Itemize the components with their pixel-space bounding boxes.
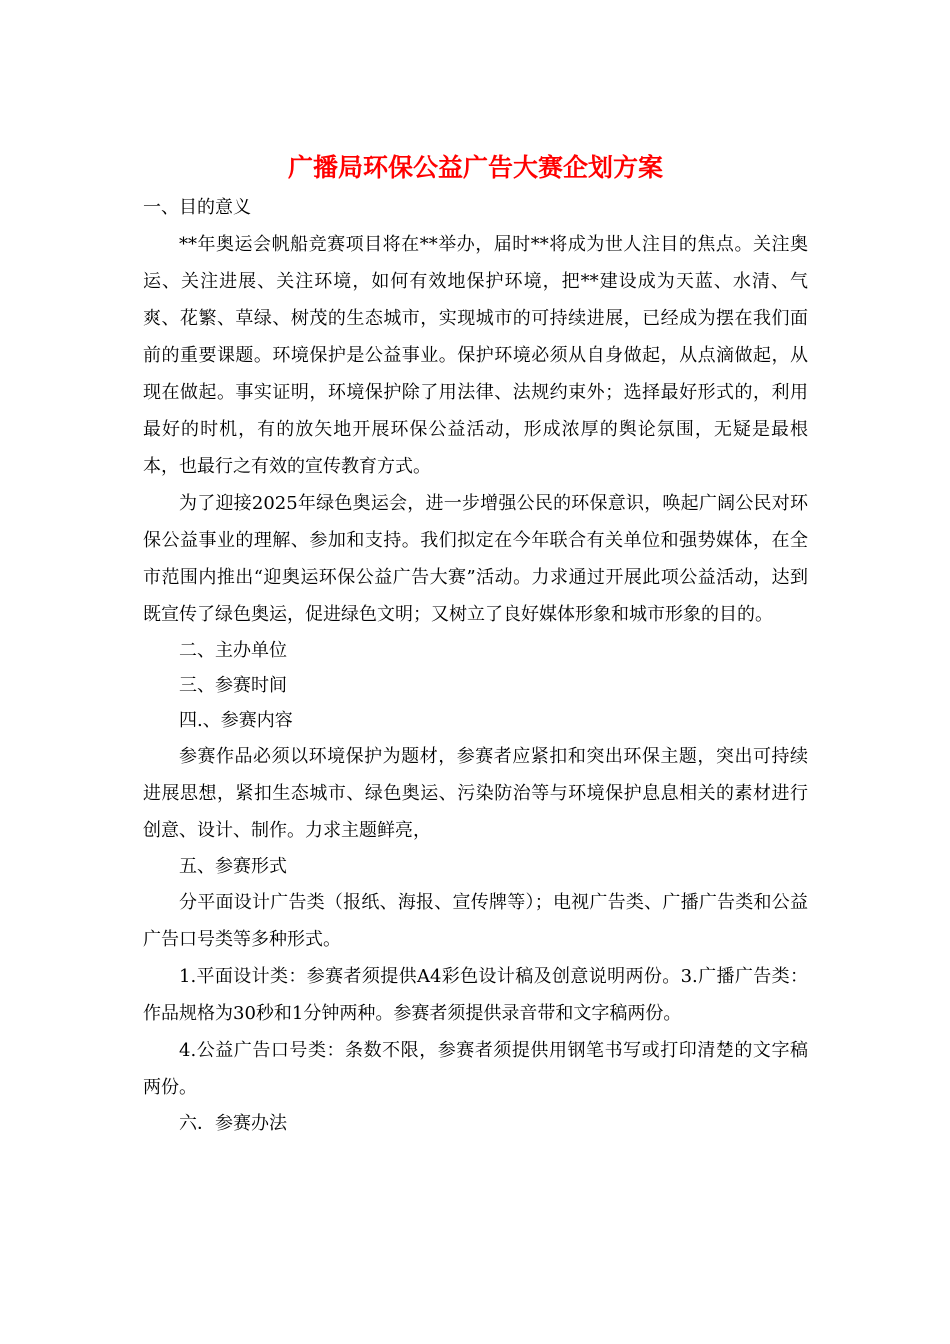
document-title: 广播局环保公益广告大赛企划方案 — [287, 153, 663, 182]
paragraph-slogan: 4.公益广告口号类：条数不限，参赛者须提供用钢笔书写或打印清楚的文字稿两份。 — [143, 1040, 808, 1098]
document-body — [143, 148, 808, 1141]
section-heading-format: 五、参赛形式 — [179, 856, 287, 877]
paragraph-purpose: **年奥运会帆船竞赛项目将在**举办，届时**将成为世人注目的焦点。关注奥运、关注进展、关注环境，如何有效地保护环境，把**建设成为天蓝、水清、气爽、花繁、草绿、树茂的生态城市，实现城市的可持续进展，已经成为摆在我们面前的重要课题。环境保护是公益事业。保护环境必须从自身做起，从点滴做起，从现在做起。事实证明，环境保护除了用法律、法规约束外；选择最好形式的，利用最好的时机，有的放矢地开展环保公益活动，形成浓厚的舆论氛围，无疑是最根本，也最行之有效的宣传教育方式。 — [143, 234, 808, 477]
section-heading-content: 四.、参赛内容 — [179, 710, 293, 731]
paragraph-background: 为了迎接2025年绿色奥运会，进一步增强公民的环保意识，唤起广阔公民对环保公益事业的理解、参加和支持。我们拟定在今年联合有关单位和强势媒体，在全市范围内推出“迎奥运环保公益广告大赛”活动。力求通过开展此项公益活动，达到既宣传了绿色奥运，促进绿色文明；又树立了良好媒体形象和城市形象的目的。 — [143, 493, 808, 625]
section-heading-purpose: 一、目的意义 — [143, 197, 251, 218]
section-heading-organizer: 二、主办单位 — [179, 640, 287, 661]
paragraph-format: 分平面设计广告类（报纸、海报、宣传牌等）；电视广告类、广播广告类和公益广告口号类等多种形式。 — [143, 892, 808, 950]
section-heading-time: 三、参赛时间 — [179, 675, 287, 696]
paragraph-content: 参赛作品必须以环境保护为题材，参赛者应紧扣和突出环保主题，突出可持续进展思想，紧扣生态城市、绿色奥运、污染防治等与环境保护息息相关的素材进行创意、设计、制作。力求主题鲜亮， — [143, 746, 808, 841]
paragraph-graphic-design: 1.平面设计类：参赛者须提供A4彩色设计稿及创意说明两份。3.广播广告类：作品规格为30秒和1分钟两种。参赛者须提供录音带和文字稿两份。 — [143, 966, 808, 1024]
section-heading-method: 六．参赛办法 — [179, 1113, 287, 1134]
